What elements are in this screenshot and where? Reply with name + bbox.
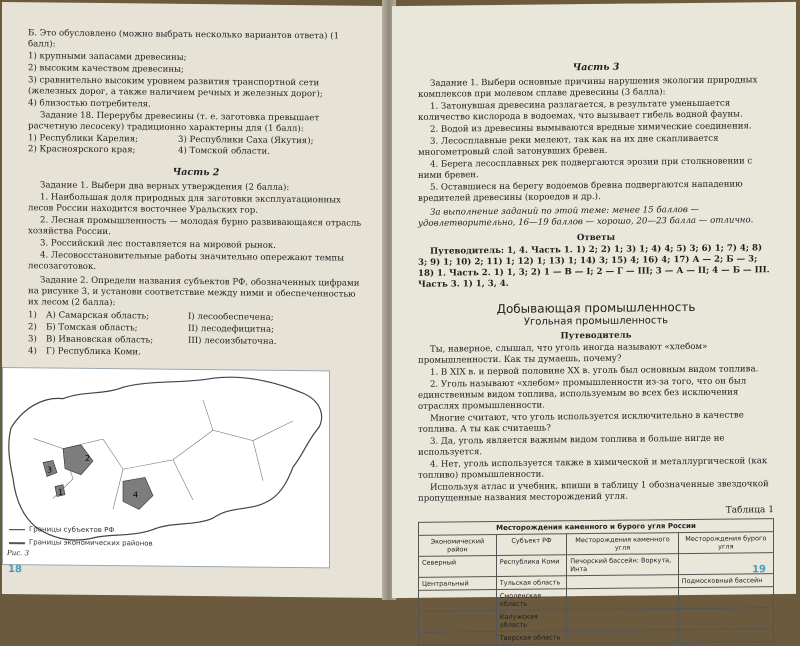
legend-item bbox=[9, 537, 153, 550]
option: 4) Томской области. bbox=[178, 145, 270, 157]
text-line: 4) близостью потребителя. bbox=[28, 98, 151, 110]
right-page bbox=[392, 2, 796, 642]
table-cell: Калужская область bbox=[496, 610, 567, 632]
map-label: 2 bbox=[85, 453, 91, 463]
table-cell: Печорский бассейн: Воркута, Инта bbox=[567, 554, 678, 576]
table-caption: Таблица 1 bbox=[725, 505, 774, 516]
guide-line: 1. В XIX в. и первой половине XX в. уголь был основным видом топлива. bbox=[430, 364, 759, 378]
section-title: Добывающая промышленность bbox=[496, 299, 696, 317]
legend-label: Границы экономических районов bbox=[29, 538, 153, 548]
guide-heading: Путеводитель bbox=[560, 330, 632, 342]
column-header: Месторождения бурого угля bbox=[678, 532, 773, 554]
map-label: 4 bbox=[133, 490, 139, 500]
legend-item bbox=[9, 524, 153, 537]
part2-heading: Часть 2 bbox=[172, 166, 220, 179]
column-header: Субъект РФ bbox=[496, 534, 567, 556]
text-line: 1) крупными запасами древесины; bbox=[28, 51, 187, 63]
option: 3) Республики Саха (Якутия); bbox=[178, 134, 314, 147]
statement: 2. Лесная промышленность — молодая бурно развивающаяся отрасль хозяйства России. bbox=[28, 215, 362, 238]
statement: 2. Водой из древесины вымываются вредные химические соединения. bbox=[430, 121, 752, 135]
task1-text: Задание 1. Выбери два верных утверждения (2 балла): bbox=[40, 180, 290, 193]
table-cell bbox=[419, 590, 497, 612]
table-cell: Подмосковный бассейн bbox=[678, 574, 773, 588]
table-cell bbox=[678, 629, 773, 643]
num: 2) bbox=[28, 322, 37, 333]
region: А) Самарская область; bbox=[46, 310, 150, 322]
guide-line: 2. Уголь называют «хлебом» промышленности из-за того, что он был единственным видом топлива, используемым во всех без исключения отраслях промышленности. bbox=[418, 376, 747, 412]
text-line: 2) высоким качеством древесины; bbox=[28, 63, 184, 75]
supply: I) лесообеспечена; bbox=[188, 311, 274, 323]
table-cell bbox=[567, 630, 678, 644]
table-cell bbox=[678, 587, 773, 609]
num: 1) bbox=[28, 310, 37, 321]
text-line: Б. Это обусловлено (можно выбрать несколько вариантов ответа) (1 балл): bbox=[28, 28, 340, 50]
line-swatch bbox=[9, 529, 25, 530]
table-cell: Республика Коми bbox=[496, 555, 567, 577]
page-number: 19 bbox=[752, 564, 766, 576]
guide-line: Ты, наверное, слышал, что уголь иногда называют «хлебом» промышленности. Как ты думаешь, почему? bbox=[418, 341, 708, 366]
answers-heading: Ответы bbox=[576, 232, 616, 244]
table-cell: Тульская область bbox=[496, 576, 567, 590]
map-legend bbox=[9, 524, 153, 552]
statement: 3. Российский лес поставляется на мировой рынок. bbox=[40, 238, 277, 251]
num: 4) bbox=[28, 346, 37, 357]
legend-label: Границы субъектов РФ bbox=[29, 525, 115, 535]
table-cell bbox=[567, 609, 678, 631]
statement: 4. Берега лесосплавных рек подвергаются эрозии при столкновении с ними бревен. bbox=[418, 156, 753, 181]
option: 1) Республики Карелия; bbox=[28, 133, 139, 145]
task1-text: Задание 1. Выбери основные причины нарушения экологии природных комплексов при молевом сплаве древесины (3 балла): bbox=[418, 75, 758, 100]
table-cell: Смоленская область bbox=[496, 589, 567, 611]
table-row bbox=[419, 629, 774, 646]
task18-options bbox=[28, 133, 364, 159]
region: Г) Республика Коми. bbox=[46, 346, 141, 358]
table-cell: Тверская область bbox=[496, 631, 567, 645]
guide-line: Используя атлас и учебник, впиши в таблицу 1 обозначенные звездочкой пропущенные названия месторождений угля. bbox=[418, 479, 769, 504]
answers-text: Путеводитель: 1, 4. Часть 1. 1) 2; 2) 1; 3) 1; 4) 4; 5) 3; 6) 1; 7) 4; 8) 3; 9) 1; 10) 2; 11) 1; 12) 1; 13) 1; 14) 3; 15) 4; 16) 4; 17) А — 2; Б — 3; 18) 1. Часть 2. 1) 1, 3; 2) 1 — В — I; 2 — Г — III; 3 — А — II; 4 — Б — III. Часть 3. 1) 1, 3, 4. bbox=[418, 243, 770, 290]
map-label: 3 bbox=[47, 465, 53, 475]
num: 3) bbox=[28, 334, 37, 345]
guide-line: 3. Да, уголь является важным видом топлива и больше нигде не используется. bbox=[418, 433, 725, 458]
region: Б) Томская область; bbox=[46, 322, 138, 334]
column-header: Экономический район bbox=[419, 535, 497, 557]
statement: 3. Лесосплавные реки мелеют, так как на их дне скапливается многометровый слой затонувших бревен. bbox=[418, 133, 719, 158]
table-cell: Северный bbox=[419, 556, 497, 578]
task2-text: Задание 2. Определи названия субъектов РФ, обозначенных цифрами на рисунке 3, и установи соответствие между ними и обеспеченностью их лесом (2 балла): bbox=[28, 275, 360, 309]
table-cell bbox=[567, 575, 678, 589]
supply: III) лесоизбыточна. bbox=[188, 335, 277, 347]
subsection-title: Угольная промышленность bbox=[523, 315, 669, 328]
table-cell: Центральный bbox=[419, 577, 497, 591]
table-title: Месторождения каменного и бурого угля России bbox=[419, 519, 774, 536]
guide-line: 4. Нет, уголь используется также в химической и металлургической (как топливо) промышленности. bbox=[418, 456, 768, 481]
part3-heading: Часть 3 bbox=[572, 61, 620, 74]
deposits-table bbox=[418, 518, 774, 646]
supply bbox=[188, 348, 348, 361]
column-header: Месторождения каменного угля bbox=[567, 533, 678, 555]
score-note: За выполнение заданий по этой теме: менее 15 баллов — удовлетворительно, 16—19 баллов — хорошо, 20—23 балла — отлично. bbox=[418, 204, 754, 229]
left-page bbox=[2, 2, 386, 598]
table-cell bbox=[419, 632, 497, 646]
statement: 1. Наибольшая доля природных для заготовки эксплуатационных лесов России находится восточнее Уральских гор. bbox=[28, 192, 341, 216]
region: В) Ивановская область; bbox=[46, 334, 154, 346]
task18-text: Задание 18. Перерубы древесины (т. е. заготовка превышает расчетную лесосеку) традиционно характерны для (1 балл): bbox=[28, 110, 320, 135]
option: 2) Красноярского края; bbox=[28, 144, 136, 156]
russia-map bbox=[2, 367, 330, 568]
left-top-block bbox=[28, 28, 364, 113]
map-label: 1 bbox=[58, 487, 64, 497]
text-line: 3) сравнительно высоким уровнем развития транспортной сети (железных дорог, а также наличием речных и железных дорог); bbox=[28, 75, 323, 100]
table-cell bbox=[419, 611, 497, 633]
statement: 4. Лесовосстановительные работы значительно опережают темпы лесозаготовок. bbox=[28, 250, 345, 272]
line-swatch bbox=[9, 542, 25, 544]
page-number: 18 bbox=[8, 564, 22, 576]
figure-caption: Рис. 3 bbox=[7, 549, 30, 558]
table-cell bbox=[678, 608, 773, 630]
statement: 5. Оставшиеся на берегу водоемов бревна подвергаются нападению вредителей древесины (короедов и др.). bbox=[418, 179, 743, 204]
statement: 1. Затонувшая древесина разлагается, в результате уменьшается количество кислорода в водоемах, что вызывает гибель водной фауны. bbox=[418, 98, 743, 123]
task2-options bbox=[28, 310, 364, 361]
table-cell bbox=[567, 588, 678, 610]
supply: II) лесодефицитна; bbox=[188, 323, 274, 335]
guide-line: Многие считают, что уголь используется исключительно в качестве топлива. А ты как считаешь? bbox=[418, 410, 744, 435]
